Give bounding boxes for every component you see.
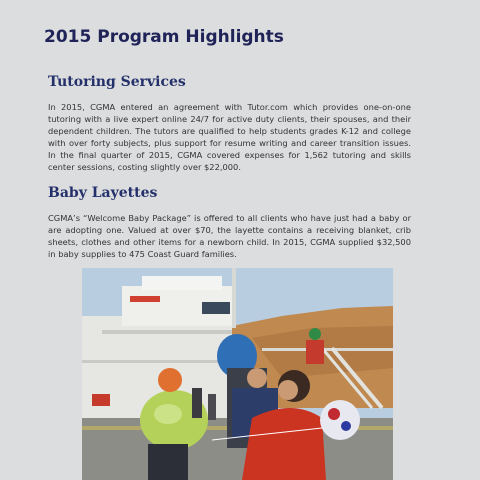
page-title: 2015 Program Highlights	[44, 27, 284, 47]
section-heading-baby-layettes: Baby Layettes	[48, 185, 158, 201]
section-body-baby-layettes: CGMA’s “Welcome Baby Package” is offered to all clients who have just had a baby or are adopting one. Valued at over $70, the layette contains a receiving blanket, crib sheets, clothes and other items for a newborn child. In 2015, CGMA supplied $32,500 in baby supplies to 475 Coast Guard families.	[48, 213, 411, 259]
section-body-tutoring: In 2015, CGMA entered an agreement with Tutor.com which provides one-on-one tutoring with a live expert online 24/7 for active duty clients, their spouses, and their dependent children. The tutors are qualified to help students grades K-12 and college with over forty subjects, plus support for resume writing and career transition issues. In the final quarter of 2015, CGMA covered expenses for 1,562 tutoring and skills center sessions, costing slightly over $22,000.	[48, 102, 411, 172]
red-jacket	[242, 408, 326, 480]
section-heading-tutoring: Tutoring Services	[48, 74, 186, 90]
homecoming-photo	[82, 268, 393, 480]
